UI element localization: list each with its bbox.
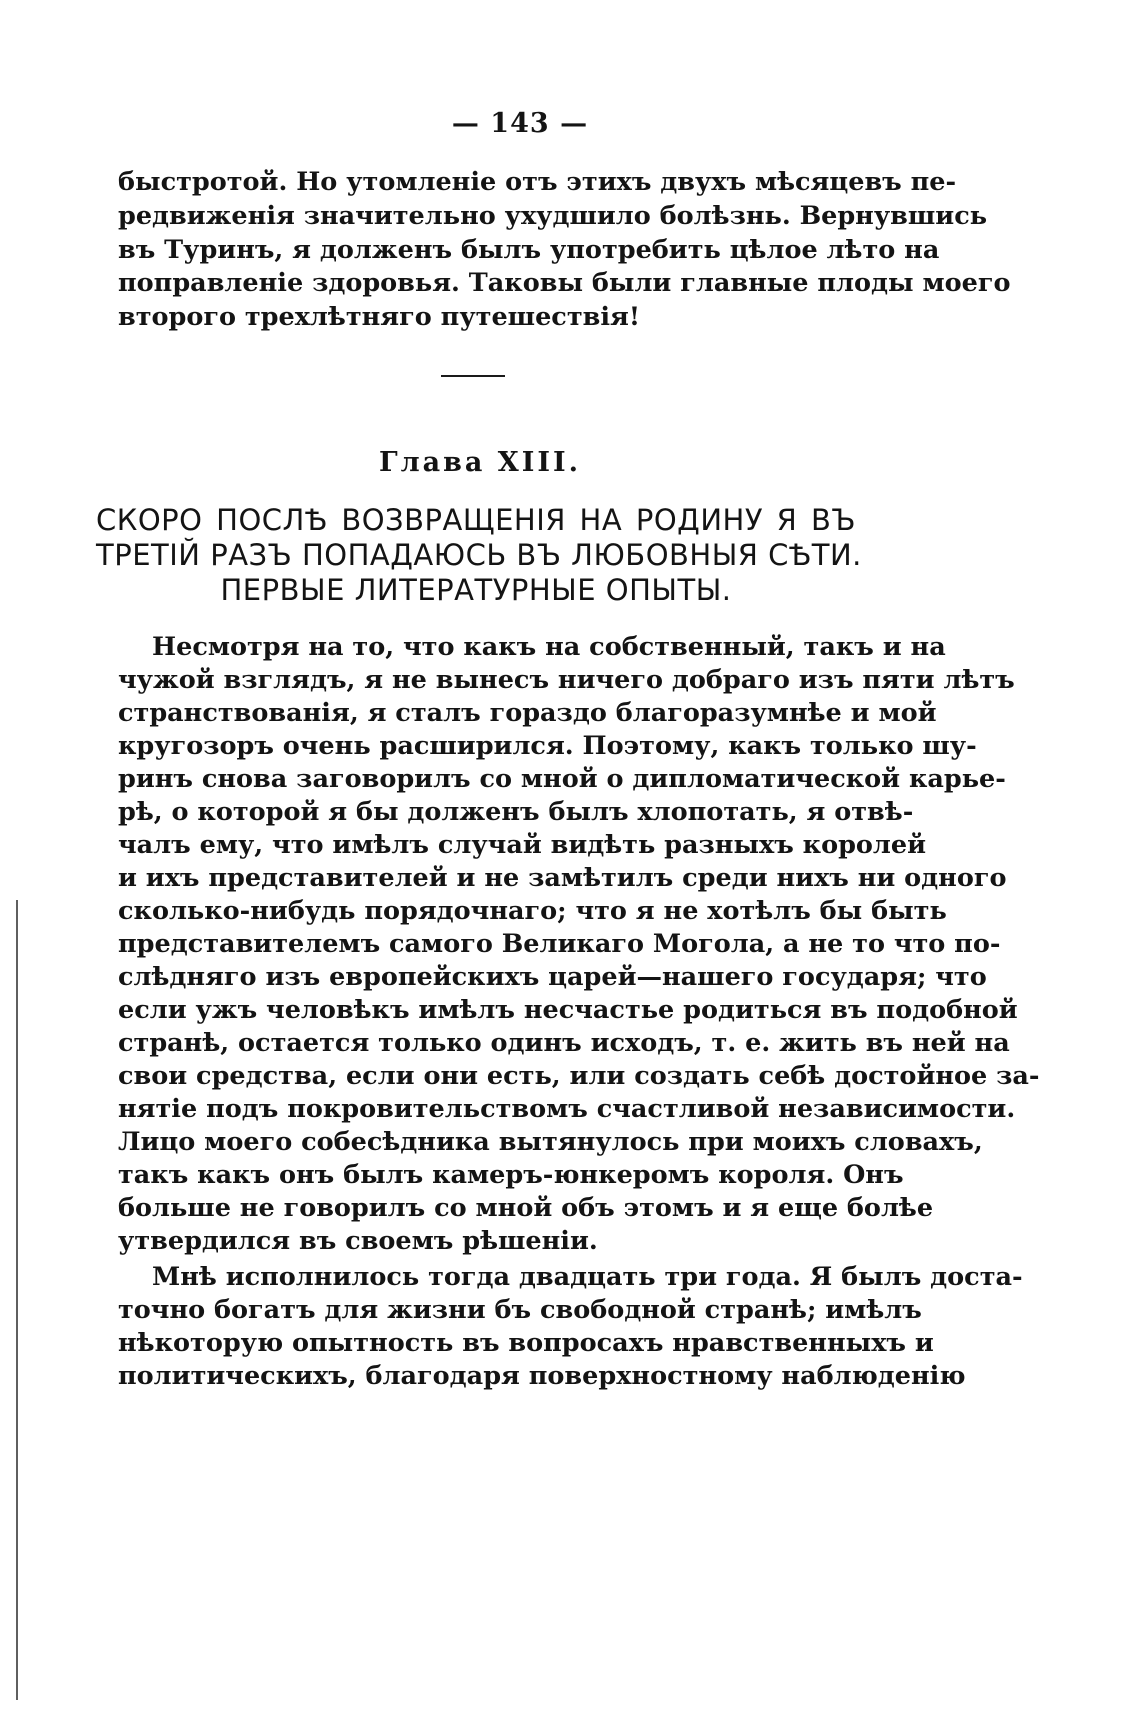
chapter-title-line: ПЕРВЫЕ ЛИТЕРАТУРНЫЕ ОПЫТЫ.: [220, 573, 732, 607]
body-text-line: больше не говорилъ со мной объ этомъ и я еще болѣе: [118, 1193, 934, 1223]
body-text-line: Несмотря на то, что какъ на собственный, такъ и на: [152, 632, 946, 662]
prev-text-line: быстротой. Но утомленіе отъ этихъ двухъ мѣсяцевъ пе-: [118, 167, 957, 197]
body-text-line: кругозоръ очень расширился. Поэтому, какъ только шу-: [118, 731, 977, 761]
body-text-line: рѣ, о которой я бы долженъ былъ хлопотать, я отвѣ-: [118, 797, 914, 827]
body-text-line: Мнѣ исполнилось тогда двадцать три года. Я былъ доста-: [152, 1262, 1023, 1292]
body-text-line: странствованія, я сталъ гораздо благоразумнѣе и мой: [118, 698, 937, 728]
body-text-line: если ужъ человѣкъ имѣлъ несчастье родиться въ подобной: [118, 995, 1018, 1025]
body-text-line: нѣкоторую опытность въ вопросахъ нравственныхъ и: [118, 1328, 934, 1358]
body-text-line: ринъ снова заговорилъ со мной о дипломатической карье-: [118, 764, 1006, 794]
prev-text-line: редвиженія значительно ухудшило болѣзнь. Вернувшись: [118, 201, 988, 231]
body-text-line: свои средства, если они есть, или создать себѣ достойное за-: [118, 1061, 1040, 1091]
body-text-line: представителемъ самого Великаго Могола, а не то что по-: [118, 929, 1001, 959]
body-text-line: политическихъ, благодаря поверхностному наблюденію: [118, 1361, 966, 1391]
chapter-title-line: ТРЕТІЙ РАЗЪ ПОПАДАЮСЬ ВЪ ЛЮБОВНЫЯ СѢТИ.: [96, 538, 862, 572]
body-text-line: слѣдняго изъ европейскихъ царей—нашего государя; что: [118, 962, 987, 992]
prev-text-line: поправленіе здоровья. Таковы были главные плоды моего: [118, 268, 1011, 298]
body-text-line: и ихъ представителей и не замѣтилъ среди нихъ ни одного: [118, 863, 1007, 893]
body-text-line: нятіе подъ покровительствомъ счастливой независимости.: [118, 1094, 1016, 1124]
body-text-line: чалъ ему, что имѣлъ случай видѣть разныхъ королей: [118, 830, 927, 860]
body-text-line: точно богатъ для жизни бъ свободной странѣ; имѣлъ: [118, 1295, 922, 1325]
prev-text-line: въ Туринъ, я долженъ былъ употребить цѣлое лѣто на: [118, 235, 940, 265]
body-text-line: Лицо моего собесѣдника вытянулось при моихъ словахъ,: [118, 1127, 983, 1157]
scan-edge-line: [16, 900, 18, 1700]
body-text-line: такъ какъ онъ былъ камеръ-юнкеромъ короля. Онъ: [118, 1160, 904, 1190]
chapter-title-line: СКОРО ПОСЛѢ ВОЗВРАЩЕНІЯ НА РОДИНУ Я ВЪ: [96, 503, 856, 537]
chapter-label: Глава XIII.: [378, 447, 582, 478]
body-text-line: утвердился въ своемъ рѣшеніи.: [118, 1226, 598, 1256]
section-separator: [441, 375, 505, 377]
body-text-line: сколько-нибудь порядочнаго; что я не хотѣлъ бы быть: [118, 896, 947, 926]
body-text-line: чужой взглядъ, я не вынесъ ничего добраго изъ пяти лѣтъ: [118, 665, 1015, 695]
prev-text-line: второго трехлѣтняго путешествія!: [118, 302, 641, 332]
body-text-line: странѣ, остается только одинъ исходъ, т. е. жить въ ней на: [118, 1028, 1010, 1058]
page-number: — 143 —: [451, 108, 589, 139]
